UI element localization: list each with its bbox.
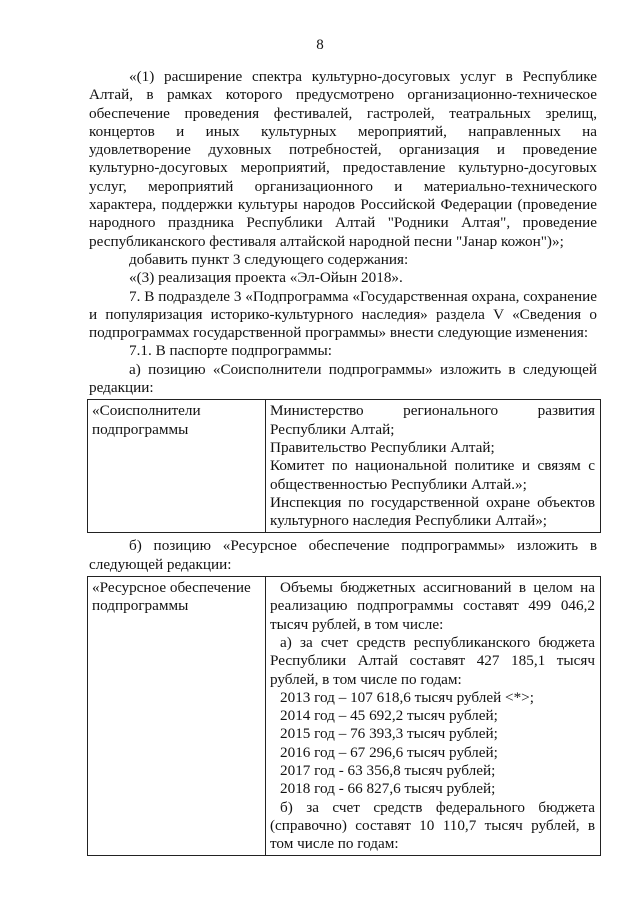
- paragraph-co-executors-intro: а) позицию «Соисполнители подпрограммы» изложить в следующей редакции:: [89, 360, 597, 397]
- resources-label: «Ресурсное обеспечение подпрограммы: [88, 577, 266, 856]
- co-executor-item: Инспекция по государственной охране объектов культурного наследия Республики Алтай»;: [270, 493, 595, 530]
- paragraph-resources-intro: б) позицию «Ресурсное обеспечение подпрограммы» изложить в следующей редакции:: [89, 537, 597, 573]
- paragraph-add-item-3: добавить пункт 3 следующего содержания:: [129, 250, 409, 268]
- paragraph-item-1: «(1) расширение спектра культурно-досуговых услуг в Республике Алтай, в рамках которого предусмотрено организационно-техническое обеспечение проведения фестивалей, гастролей, театральных зрелищ, концертов и иных культурных мероприятий, направленных на удовлетворение духовных потребностей, организация и проведение культурно-досуговых мероприятий, предоставление культурно-досуговых услуг, мероприятий организационного и материально-технического характера, поддержки культуры народов Российской Федерации (проведение народного праздника Республики Алтай "Родники Алтая", проведение республиканского фестиваля алтайской народной песни "Јанар кожон")»;: [89, 68, 597, 250]
- resources-year-line: 2013 год – 107 618,6 тысяч рублей <*>;: [280, 688, 534, 706]
- co-executors-table: [87, 399, 601, 533]
- co-executors-label: «Соисполнители подпрограммы: [88, 400, 266, 533]
- resources-table: [87, 576, 601, 856]
- resources-line: б) за счет средств федерального бюджета (справочно) составят 10 110,7 тысяч рублей, в том числе по годам:: [270, 798, 595, 853]
- page-number: 8: [316, 37, 324, 53]
- resources-line: а) за счет средств республиканского бюджета Республики Алтай составят 427 185,1 тысяч рублей, в том числе по годам:: [270, 633, 595, 688]
- paragraph-section-7: 7. В подразделе 3 «Подпрограмма «Государственная охрана, сохранение и популяризация историко-культурного наследия» раздела V «Сведения о подпрограммах государственной программы» внести следующие изменения:: [89, 287, 597, 342]
- paragraph-item-3: «(3) реализация проекта «Эл-Ойын 2018».: [129, 269, 403, 287]
- resources-details: [266, 577, 601, 856]
- resources-year-line: 2014 год – 45 692,2 тысяч рублей;: [280, 707, 498, 725]
- document-body: [89, 68, 597, 860]
- co-executor-item: Министерство регионального развития Республики Алтай;: [270, 402, 595, 438]
- table-row: [88, 400, 601, 533]
- resources-year-line: 2016 год – 67 296,6 тысяч рублей;: [280, 743, 498, 761]
- paragraph-section-7-1: 7.1. В паспорте подпрограммы:: [129, 342, 332, 360]
- co-executor-item: Комитет по национальной политике и связям с общественностью Республики Алтай.»;: [270, 457, 595, 493]
- resources-year-line: 2018 год - 66 827,6 тысяч рублей;: [280, 780, 496, 798]
- table-row: [88, 577, 601, 856]
- co-executors-list: [266, 400, 601, 533]
- resources-year-line: 2017 год - 63 356,8 тысяч рублей;: [280, 761, 496, 779]
- resources-year-line: 2015 год – 76 393,3 тысяч рублей;: [280, 725, 498, 743]
- resources-line: Объемы бюджетных ассигнований в целом на реализацию подпрограммы составят 499 046,2 тысяч рублей, в том числе:: [270, 579, 595, 633]
- co-executor-item: Правительство Республики Алтай;: [270, 438, 495, 456]
